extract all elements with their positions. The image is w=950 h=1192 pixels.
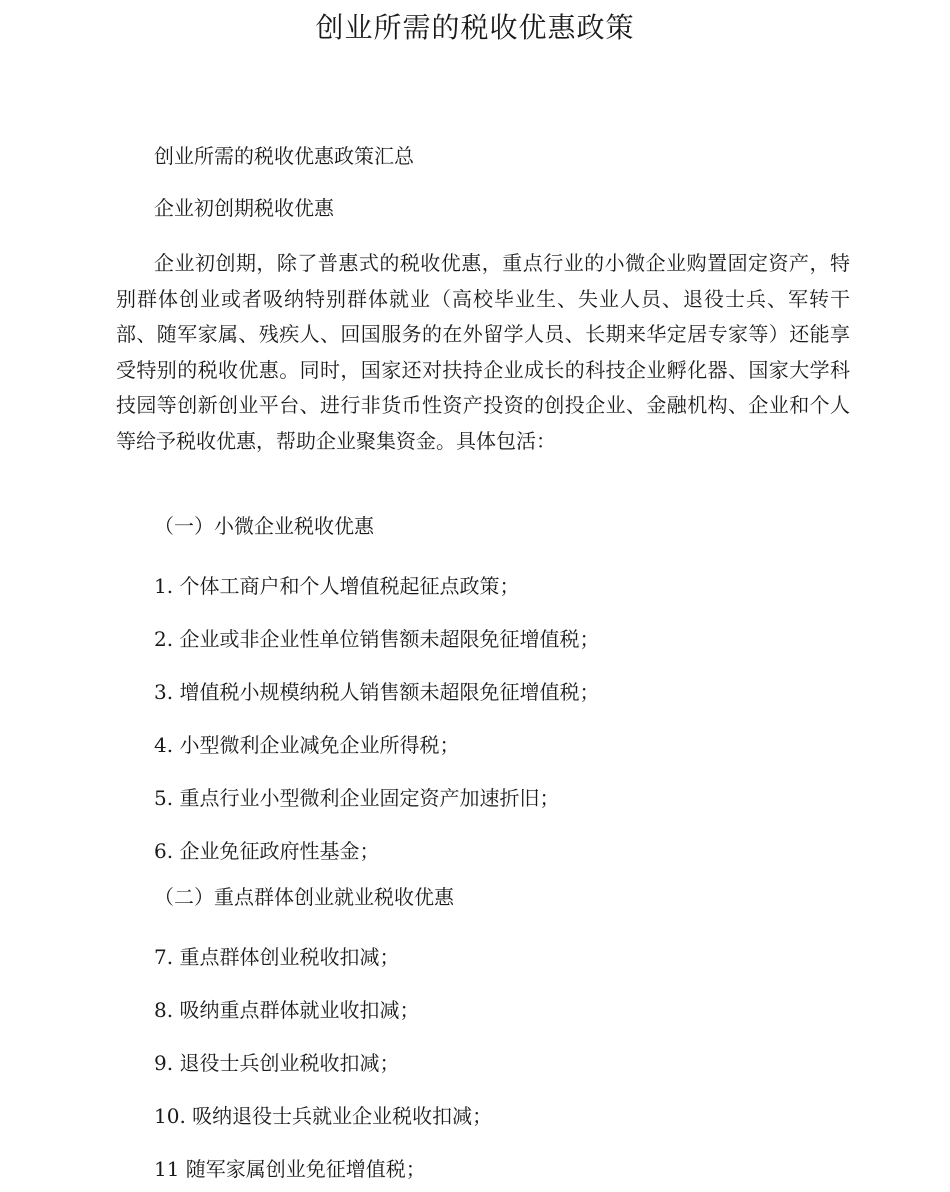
list-item: 3. 增值税小规模纳税人销售额未超限免征增值税； <box>154 680 600 704</box>
list-item: 6. 企业免征政府性基金； <box>154 839 380 863</box>
list-item: 10. 吸纳退役士兵就业企业税收扣减； <box>154 1104 493 1128</box>
list-item: 8. 吸纳重点群体就业收扣减； <box>154 998 420 1022</box>
list-item: 9. 退役士兵创业税收扣减； <box>154 1051 400 1075</box>
heading-early-stage: 企业初创期税收优惠 <box>154 196 334 220</box>
list-item: 4. 小型微利企业减免企业所得税； <box>154 733 460 757</box>
heading-summary: 创业所需的税收优惠政策汇总 <box>154 144 414 168</box>
section-heading-small-micro: （一）小微企业税收优惠 <box>154 514 374 538</box>
section-heading-key-groups: （二）重点群体创业就业税收优惠 <box>154 885 454 909</box>
list-item: 7. 重点群体创业税收扣减； <box>154 945 400 969</box>
list-item: 5. 重点行业小型微利企业固定资产加速折旧； <box>154 786 560 810</box>
list-item: 11 随军家属创业免征增值税； <box>154 1157 426 1181</box>
intro-paragraph: 企业初创期，除了普惠式的税收优惠，重点行业的小微企业购置固定资产，特别群体创业或者吸纳特别群体就业（高校毕业生、失业人员、退役士兵、军转干部、随军家属、残疾人、回国服务的在外留学人员、长期来华定居专家等）还能享受特别的税收优惠。同时，国家还对扶持企业成长的科技企业孵化器、国家大学科技园等创新创业平台、进行非货币性资产投资的创投企业、金融机构、企业和个人等给予税收优惠，帮助企业聚集资金。具体包活： <box>116 251 850 453</box>
list-item: 1. 个体工商户和个人增值税起征点政策； <box>154 574 520 598</box>
document-title: 创业所需的税收优惠政策 <box>315 11 635 44</box>
list-item: 2. 企业或非企业性单位销售额未超限免征增值税； <box>154 627 600 651</box>
